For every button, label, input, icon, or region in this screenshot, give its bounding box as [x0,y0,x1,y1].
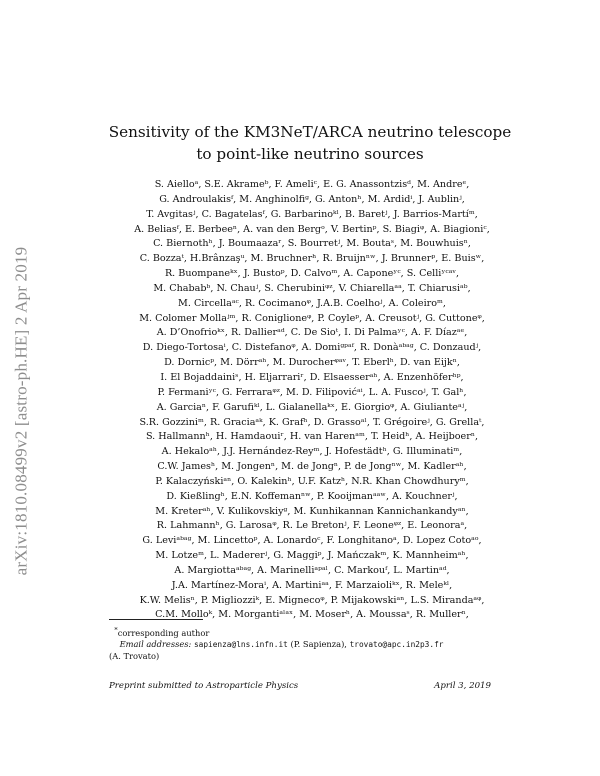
author-line: R. Lahmannʰ, G. Larosaᵠ, R. Le Bretonʲ, F. Leoneᵠᶻ, E. Leonoraᵃ, [156,520,468,532]
author-line: S.R. Gozziniᵐ, R. Graciaᵃᵏ, K. Grafʰ, D. Grassoᵃˡ, T. Grégoireʲ, G. Grellaᵗ, [139,416,485,428]
footnote-mark: * [114,626,118,634]
author-line: M. Kreterᵃʰ, V. Kulikovskiyᵍ, M. Kunhikannan Kannichankandyᵃⁿ, [155,505,469,517]
author-line: A. Margiottaᵃᵇᵃᵍ, A. Marinelliᵃᵖᵃˡ, C. Markouᶠ, L. Martinᵃᵈ, [174,564,450,576]
author-line: J.A. Martínez-Moraⁱ, A. Martiniᵃᵃ, F. Marzaioliᵏˣ, R. Meleᵏˡ, [171,579,453,591]
author-line: C. Bozzaᵗ, H.Brânzaşᵘ, M. Bruchnerʰ, R. Bruijnⁿʷ, J. Brunnerᵖ, E. Buisʷ, [139,253,485,265]
author-line: S. Aielloᵃ, S.E. Akrameᵇ, F. Ameliᶜ, E. G. Anassontzisᵈ, M. Andreᵉ, [154,179,470,190]
email-label: Email addresses: [119,639,192,650]
author-line: I. El Bojaddainiˢ, H. Eljarrariʳ, D. Elsaesserᵃʰ, A. Enzenhöferʰᵖ, [160,371,464,383]
corresponding-author-text: corresponding author [117,627,210,638]
footnote-rule [109,619,203,620]
author-line: A. D’Onofrioᵏˣ, R. Dallierᵃᵈ, C. De Sioᵗ, I. Di Palmaʸᶜ, A. F. Díazᵃᵉ, [156,327,468,339]
author-line: P. Fermaniʸᶜ, G. Ferraraᵠᶻ, M. D. Filipovićᵃⁱ, L. A. Fuscoʲ, T. Galʰ, [157,386,467,398]
author-line: D. Dornicᵖ, M. Dörrᵃʰ, M. Durocherᵠᵃᵛ, T. Eberlʰ, D. van Eijkⁿ, [164,357,460,369]
author-line: A. Garciaⁿ, F. Garufiᵏˡ, L. Gialanellaᵏˣ, E. Giorgioᵠ, A. Giulianteᵃʲ, [156,401,468,413]
author-line: G. Leviᵃᵇᵃᵍ, M. Lincettoᵖ, A. Lonardoᶜ, F. Longhitanoᵃ, D. Lopez Cotoᵃᵒ, [142,535,482,547]
title-line-2: to point-like neutrino sources [196,145,424,163]
author-line: A. Beliasᶠ, E. Berbeeⁿ, A. van den Bergᵒ, V. Bertinᵖ, S. Biagiᵠ, A. Biagioniᶜ, [134,223,490,235]
preprint-note: Preprint submitted to Astroparticle Physics [109,681,299,691]
author-line: T. Avgitasʲ, C. Bagatelasᶠ, G. Barbarinoᵏˡ, B. Baretʲ, J. Barrios-Martíᵐ, [146,208,478,220]
title-line-1: Sensitivity of the KM3NeT/ARCA neutrino telescope [108,123,512,141]
author-line: D. Diego-Tortosaⁱ, C. Distefanoᵠ, A. Domiᵍᵖᵃᶠ, R. Donàᵃᵇᵃᵍ, C. Donzaudʲ, [142,342,482,354]
email-2-owner: (A. Trovato) [109,650,160,661]
author-line: M. Chababᵇ, N. Chauʲ, S. Cherubiniᵠᶻ, V. Chiarellaᵃᵃ, T. Chiarusiᵃᵇ, [153,282,471,294]
arxiv-identifier-text: arXiv:1810.08499v2 [astro-ph.HE] 2 Apr 2019 [11,246,31,576]
author-line: M. Circellaᵃᶜ, R. Cocimanoᵠ, J.A.B. Coelhoʲ, A. Coleiroᵐ, [178,297,446,309]
author-line: C.M. Molloᵏ, M. Morgantiᵃˡᵃˣ, M. Moserʰ, A. Moussaˢ, R. Mullerⁿ, [155,609,469,621]
date: April 3, 2019 [434,681,491,691]
author-line: G. Androulakisᶠ, M. Anghinolfiᵍ, G. Antonʰ, M. Ardidⁱ, J. Aublinʲ, [159,193,465,205]
author-line: D. Kießlingʰ, E.N. Koffemanⁿʷ, P. Kooijmanᵃᵃʷ, A. Kouchnerʲ, [166,490,458,502]
author-line: M. Colomer Mollaʲᵐ, R. Coniglioneᵠ, P. Coyleᵖ, A. Creusotʲ, G. Cuttoneᵠ, [139,312,485,324]
author-line: R. Buompaneᵏˣ, J. Bustoᵖ, D. Calvoᵐ, A. Caponeʸᶜ, S. Celliʸᶜᵃᵛ, [164,268,460,280]
author-line: C. Biernothʰ, J. Boumaazaʳ, S. Bourretʲ, M. Boutaˢ, M. Bouwhuisⁿ, [153,238,471,250]
author-line: C.W. Jamesʰ, M. Jongenⁿ, M. de Jongⁿ, P. de Jongⁿʷ, M. Kadlerᵃʰ, [157,461,467,473]
footnote-corresponding [109,625,529,639]
footnote-emails [109,639,529,650]
author-line: K.W. Melisⁿ, P. Migliozziᵏ, E. Mignecoᵠ, P. Mijakowskiᵃⁿ, L.S. Mirandaᵃᵠ, [139,594,485,606]
author-line: A. Hekaloᵃʰ, J.J. Hernández-Reyᵐ, J. Hofestädtʰ, G. Illuminatiᵐ, [161,446,463,458]
footnotes [109,625,529,662]
email-link-sapienza[interactable]: sapienza@lns.infn.it [193,640,288,650]
author-list [92,178,532,623]
author-line: P. Kalaczyńskiᵃⁿ, O. Kalekinʰ, U.F. Katzʰ, N.R. Khan Chowdhuryᵐ, [155,475,469,487]
arxiv-identifier [6,196,36,626]
paper-title [80,121,540,165]
author-line: M. Lotzeᵐ, L. Madererʲ, G. Maggiᵖ, J. Mańczakᵐ, K. Mannheimᵃʰ, [155,550,469,562]
author-line: S. Hallmannʰ, H. Hamdaouiʳ, H. van Harenᵃᵐ, T. Heidʰ, A. Heijboerⁿ, [145,431,479,443]
email-link-trovato[interactable]: trovato@apc.in2p3.fr [349,640,444,650]
email-1-owner: (P. Sapienza), [290,639,347,650]
